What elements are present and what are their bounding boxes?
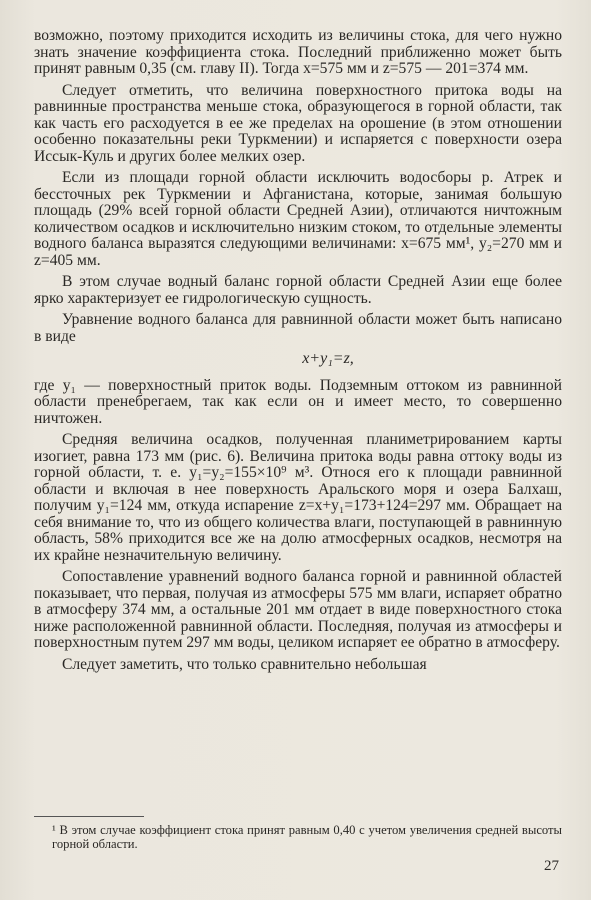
paragraph-3: Если из площади горной области исключить водосборы р. Атрек и бессточных рек Туркмении и Афганистана, которые, занимая большую площадь (29% всей горной области Средней Азии), отличаются ничтожным количеством осадков и исключительно низким стоком, то отдельные элементы водного баланса выразятся следующими величинами: x=675 мм¹, y₂=270 мм и z=405 мм. <box>34 169 562 269</box>
paragraph-6: где y₁ — поверхностный приток воды. Подземным оттоком из равнинной области пренебрегаем, так как если он и имеет место, то совершенно ничтожен. <box>34 376 562 427</box>
paragraph-4: В этом случае водный баланс горной области Средней Азии еще более ярко характеризует ее гидрологическую сущность. <box>34 273 562 307</box>
footnote-text: В этом случае коэффициент стока принят равным 0,40 с учетом увеличения средней высоты горной области. <box>52 823 563 851</box>
main-text-column <box>34 28 562 673</box>
paragraph-8: Сопоставление уравнений водного баланса горной и равнинной областей показывает, что первая, получая из атмосферы 575 мм влаги, испаряет обратно в атмосферу 374 мм, а остальные 201 мм отдает в виде поверхностного стока ниже расположенной равнинной области. Последняя, получая из атмосферы и поверхностным путем 297 мм воды, целиком испаряет ее обратно в атмосферу. <box>34 568 562 651</box>
paragraph-5: Уравнение водного баланса для равнинной области может быть написано в виде <box>34 311 562 345</box>
footnote <box>34 823 562 851</box>
paragraph-7: Средняя величина осадков, полученная планиметрированием карты изогиет, равна 173 мм (рис. 6). Величина притока воды равна оттоку воды из горной области, т. е. y₁=y₂=155×10⁹ м³. Относя его к площади равнинной области и включая в нее поверхность Аральского моря и озера Балхаш, получим y₁=124 мм, откуда испарение z=x+y₁=173+124=297 мм. Обращает на себя внимание то, что из общего количества влаги, поступающей в равнинную область, 58% приходится все же на долю атмосферных осадков, несмотря на их крайне незначительную величину. <box>34 431 562 564</box>
page-number: 27 <box>544 858 559 874</box>
footnote-divider <box>34 816 144 817</box>
paragraph-2: Следует отметить, что величина поверхностного притока воды на равнинные пространства меньше стока, образующегося в горной области, так как часть его расходуется в ее же пределах на орошение (в этом отношении особенно показательны реки Туркмении) и испаряется с поверхности озера Иссык-Куль и других более мелких озер. <box>34 81 562 165</box>
footnote-mark: ¹ <box>52 823 56 837</box>
water-balance-formula: x+y₁=z, <box>302 350 354 367</box>
paragraph-1: возможно, поэтому приходится исходить из величины стока, для чего нужно знать значение коэффициента стока. Последний приближенно может быть принят равным 0,35 (см. главу II). Тогда x=575 мм и z=575 — 201=374 мм. <box>34 27 562 77</box>
paragraph-9: Следует заметить, что только сравнительно небольшая <box>62 655 427 673</box>
